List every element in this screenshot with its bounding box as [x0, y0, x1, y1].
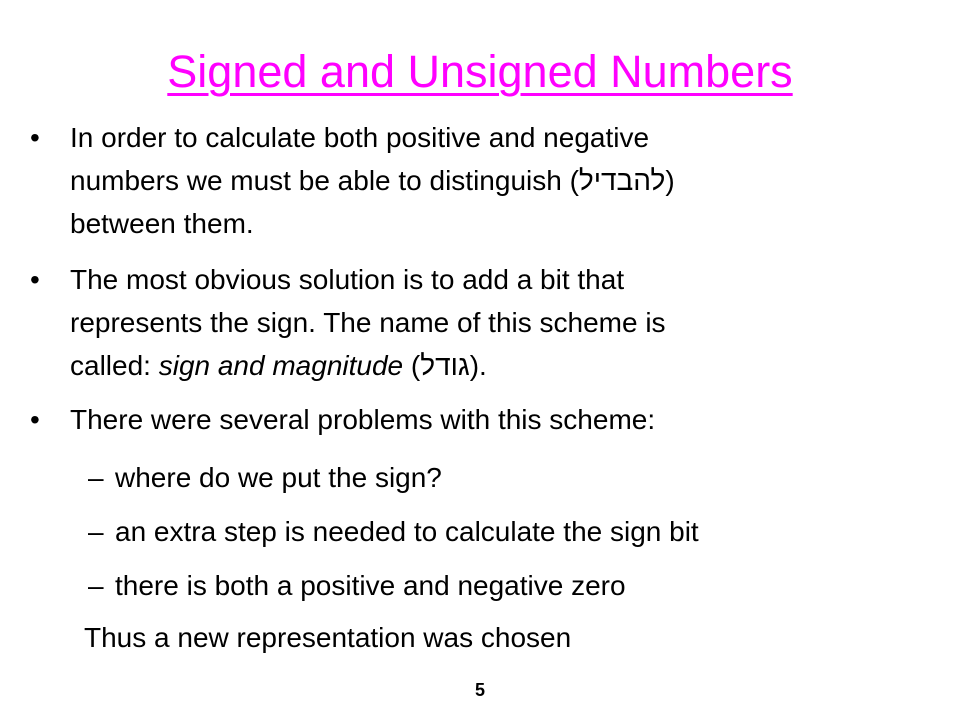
bullet-1-line-2-post: ) [665, 165, 675, 196]
page-number: 5 [474, 680, 485, 700]
italic-term: sign and magnitude [158, 350, 404, 381]
sub-item-text: where do we put the sign? [115, 462, 442, 493]
sub-item-text: an extra step is needed to calculate the sign bit [115, 516, 699, 547]
sub-dash: – [88, 462, 104, 493]
bullet-dot: • [30, 404, 40, 435]
bullet-dot: • [30, 122, 40, 153]
bullet-2-line-3-post: ). [469, 350, 487, 381]
bullet-2-line-3 [70, 344, 910, 387]
conclusion-text: Thus a new representation was chosen [84, 622, 572, 653]
bullet-2-line-3-mid: ( [403, 350, 421, 381]
bullet-1-line-1: In order to calculate both positive and negative [70, 122, 650, 153]
hebrew-word-magnitude: גודל [420, 350, 470, 381]
bullet-text [70, 258, 910, 387]
bullet-1-line-2-pre: numbers we must be able to distinguish ( [70, 165, 579, 196]
sub-item-text: there is both a positive and negative zero [115, 570, 626, 601]
slide-title: Signed and Unsigned Numbers [167, 46, 793, 97]
bullet-text [70, 398, 910, 441]
bullet-2-line-3-pre: called: [70, 350, 159, 381]
hebrew-word-distinguish: להבדיל [578, 165, 666, 196]
bullet-1-line-3: between them. [70, 208, 254, 239]
sub-dash: – [88, 516, 104, 547]
bullet-2-line-2: represents the sign. The name of this scheme is [70, 307, 666, 338]
bullet-2-line-1: The most obvious solution is to add a bit that [70, 264, 625, 295]
bullet-dot: • [30, 264, 40, 295]
bullet-text [70, 116, 910, 245]
bullet-1-line-2 [70, 159, 910, 202]
sub-dash: – [88, 570, 104, 601]
bullet-3-line-1: There were several problems with this scheme: [70, 404, 656, 435]
